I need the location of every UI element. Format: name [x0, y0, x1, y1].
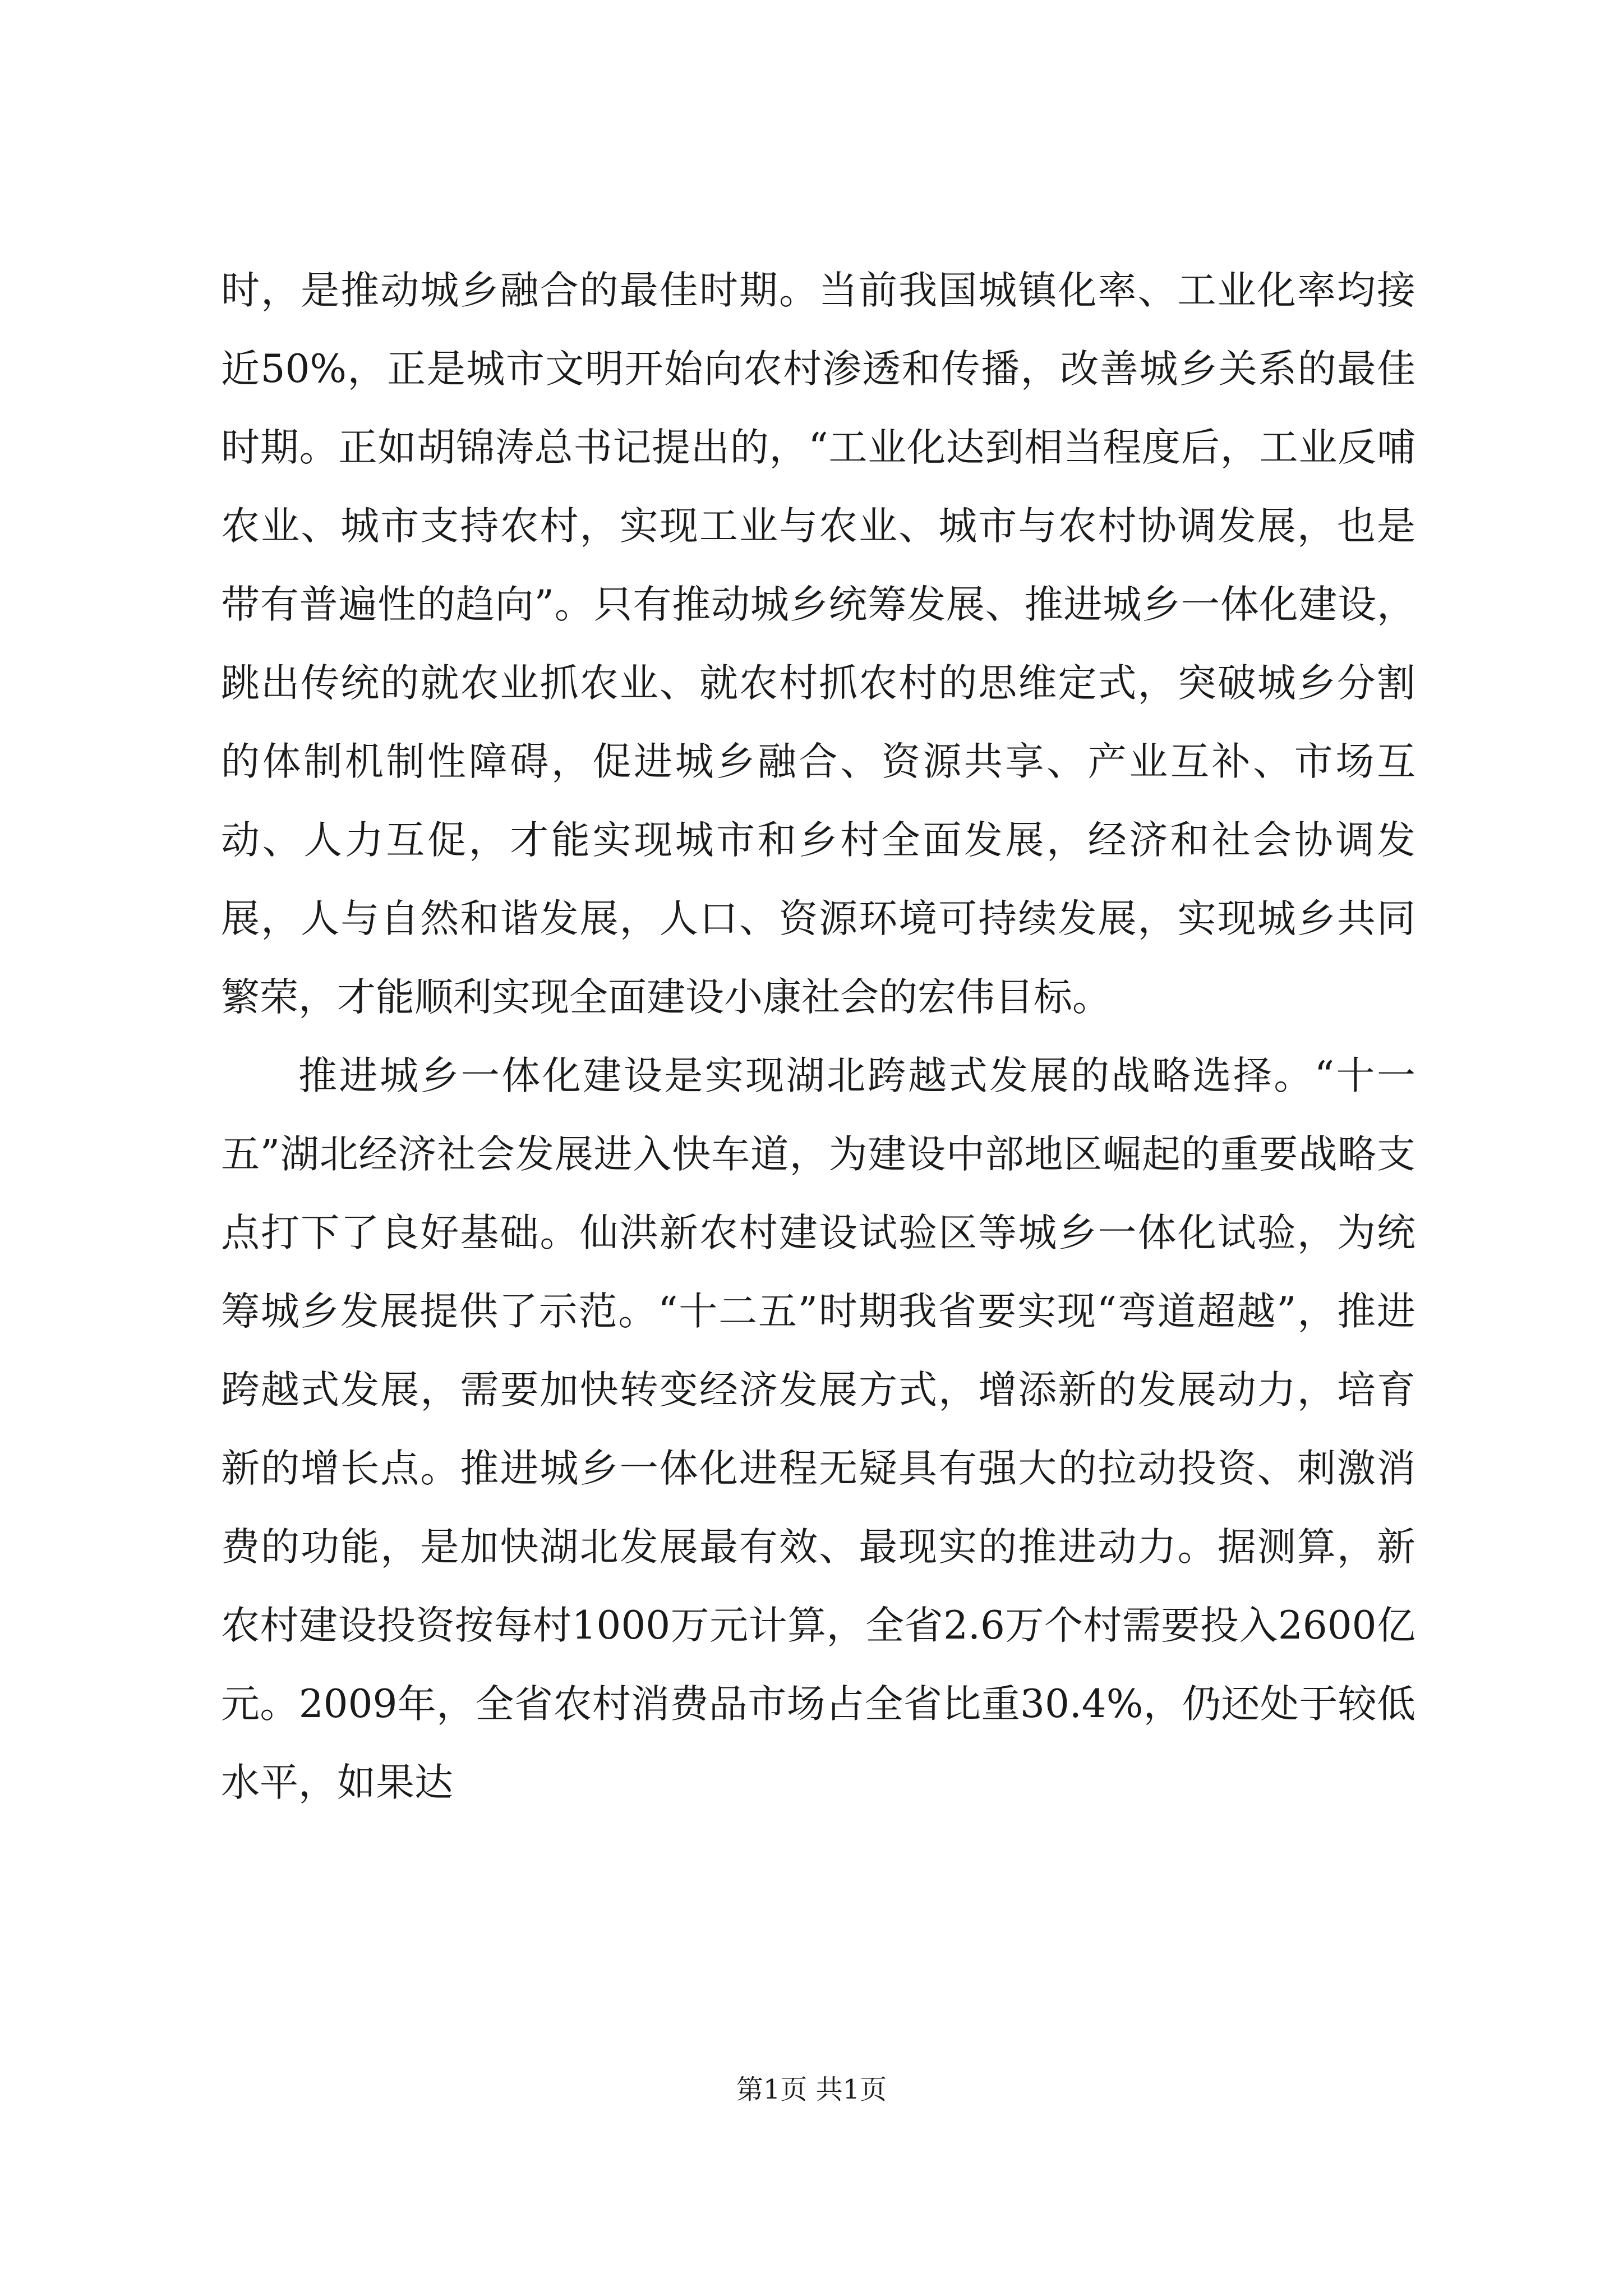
paragraph-1: 时，是推动城乡融合的最佳时期。当前我国城镇化率、工业化率均接近50%，正是城市文明开始向农村渗透和传播，改善城乡关系的最佳时期。正如胡锦涛总书记提出的，“工业化达到相当程度后，工业反哺农业、城市支持农村，实现工业与农业、城市与农村协调发展，也是带有普遍性的趋向”。只有推动城乡统筹发展、推进城乡一体化建设，跳出传统的就农业抓农业、就农村抓农村的思维定式，突破城乡分割的体制机制性障碍，促进城乡融合、资源共享、产业互补、市场互动、人力互促，才能实现城市和乡村全面发展，经济和社会协调发展，人与自然和谐发展，人口、资源环境可持续发展，实现城乡共同繁荣，才能顺利实现全面建设小康社会的宏伟目标。 [221, 268, 1415, 1020]
paragraph-2: 推进城乡一体化建设是实现湖北跨越式发展的战略选择。“十一五”湖北经济社会发展进入快车道，为建设中部地区崛起的重要战略支点打下了良好基础。仙洪新农村建设试验区等城乡一体化试验，为统筹城乡发展提供了示范。“十二五”时期我省要实现“弯道超越”，推进跨越式发展，需要加快转变经济发展方式，增添新的发展动力，培育新的增长点。推进城乡一体化进程无疑具有强大的拉动投资、刺激消费的功能，是加快湖北发展最有效、最现实的推进动力。据测算，新农村建设投资按每村1000万元计算，全省2.6万个村需要投入2600亿元。2009年，全省农村消费品市场占全省比重30.4%，仍还处于较低水平，如果达 [221, 1053, 1415, 1805]
page-footer: 第1页 共1页 [736, 2074, 887, 2105]
document-body [221, 251, 1415, 1822]
